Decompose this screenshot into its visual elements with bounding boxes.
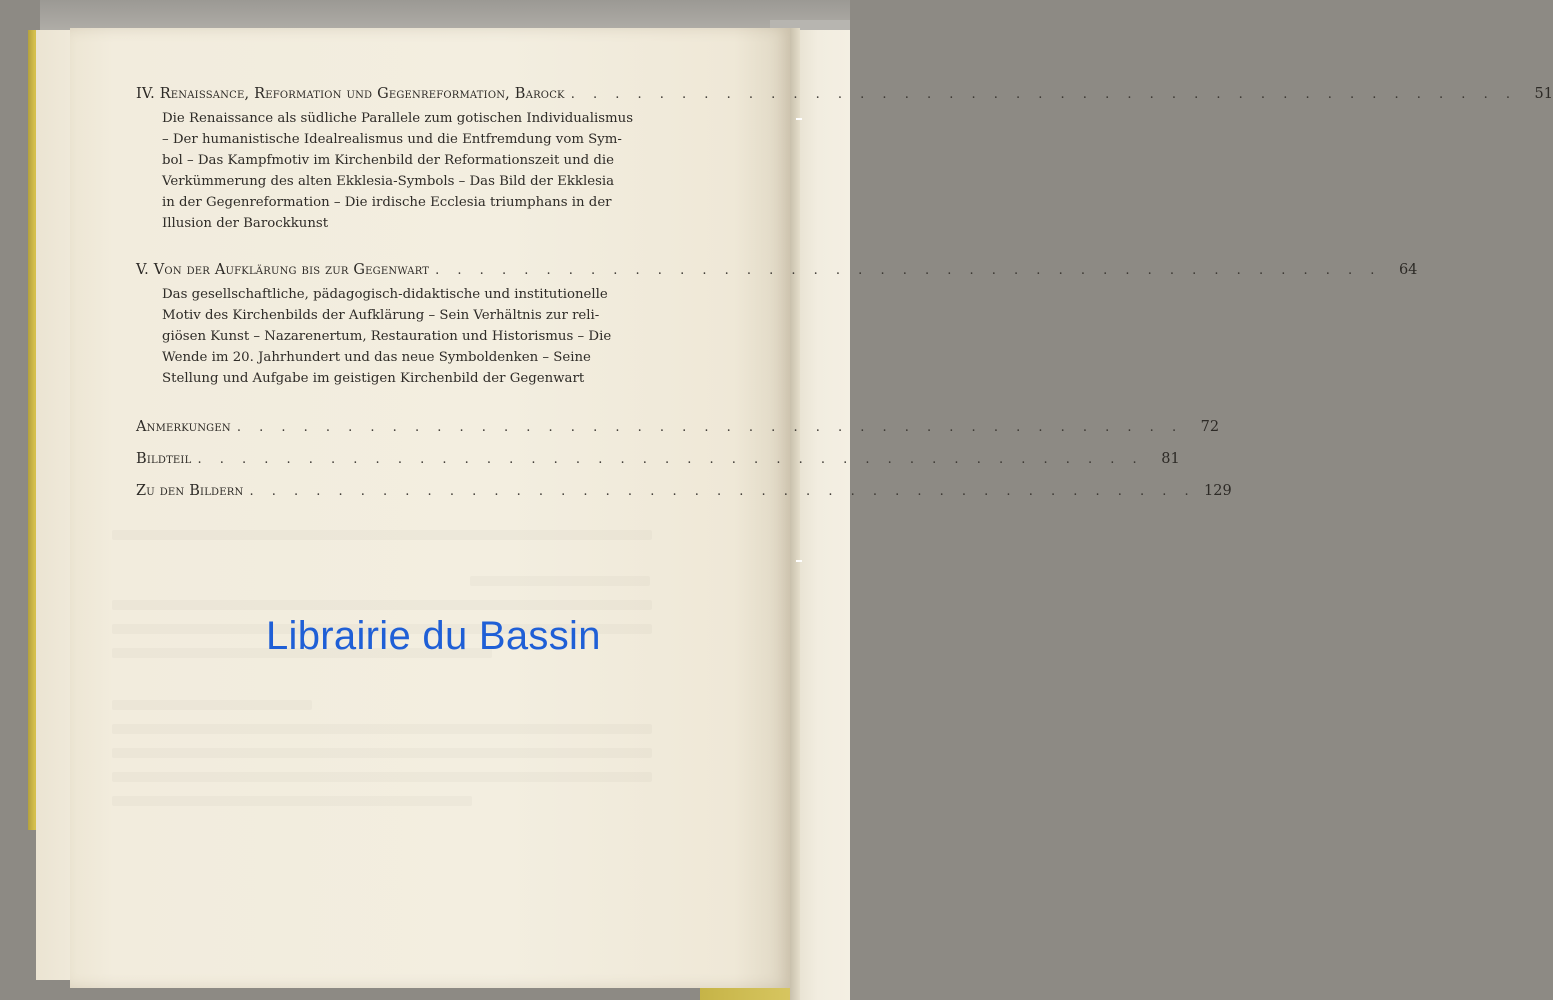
description-line: Stellung und Aufgabe im geistigen Kirchenbild der Gegenwart <box>162 371 585 386</box>
binding-stitch <box>796 560 802 562</box>
toc-entry <box>136 262 1418 278</box>
description-line: in der Gegenreformation – Die irdische Ecclesia triumphans in der <box>162 195 612 210</box>
watermark-text: Librairie du Bassin <box>266 614 601 658</box>
toc-entry-bildteil <box>136 451 1180 467</box>
toc-entry-zu-den-bildern <box>136 483 1232 499</box>
section-number: V. <box>136 262 149 278</box>
toc-section-iv <box>136 86 1553 234</box>
toc-entry <box>136 86 1553 102</box>
section-number: IV. <box>136 86 155 102</box>
description-line: Motiv des Kirchenbilds der Aufklärung – Sein Verhältnis zur reli- <box>162 308 600 323</box>
entry-title: Zu den Bildern <box>136 483 244 499</box>
page-number: 72 <box>1200 419 1220 435</box>
description-line: Das gesellschaftliche, pädagogisch-didaktische und institutionelle <box>162 287 608 302</box>
description-line: bol – Das Kampfmotiv im Kirchenbild der Reformationszeit und die <box>162 153 615 168</box>
table-of-contents <box>136 86 1553 511</box>
page-number: 129 <box>1204 483 1232 499</box>
page-number: 51 <box>1534 86 1553 102</box>
book-gutter <box>790 28 800 1000</box>
section-heading <box>136 262 429 278</box>
description-line: Verkümmerung des alten Ekklesia-Symbols – Das Bild der Ekklesia <box>162 174 615 189</box>
section-heading <box>136 86 565 102</box>
toc-section-v <box>136 262 1418 389</box>
description-line: Die Renaissance als südliche Parallele zum gotischen Individualismus <box>162 111 634 126</box>
description-line: giösen Kunst – Nazarenertum, Restauration und Historismus – Die <box>162 329 612 344</box>
binding-stitch <box>796 118 802 120</box>
section-description <box>162 284 656 389</box>
description-line: Illusion der Barockkunst <box>162 216 329 231</box>
right-page <box>796 30 850 1000</box>
dot-leader: . . . . . . . . . . . . . . . . . . . . . . . . . . . . . . . . . . . . . . . . . . . <box>236 420 1184 435</box>
toc-entry-anmerkungen <box>136 419 1220 435</box>
entry-title: Bildteil <box>136 451 192 467</box>
dot-leader: . . . . . . . . . . . . . . . . . . . . . . . . . . . . . . . . . . . . . . . . . . . <box>197 452 1144 467</box>
entry-title: Anmerkungen <box>136 419 231 435</box>
page-number: 81 <box>1161 451 1180 467</box>
dot-leader: . . . . . . . . . . . . . . . . . . . . . . . . . . . . . . . . . . . . . . . . . . . <box>435 263 1382 278</box>
page-number: 64 <box>1398 262 1418 278</box>
section-title: Renaissance, Reformation und Gegenreformation, Barock <box>159 86 565 102</box>
section-title: Von der Aufklärung bis zur Gegenwart <box>153 262 430 278</box>
dot-leader: . . . . . . . . . . . . . . . . . . . . . . . . . . . . . . . . . . . . . . . . . . . <box>249 484 1196 499</box>
description-line: – Der humanistische Idealrealismus und die Entfremdung vom Sym- <box>162 132 622 147</box>
description-line: Wende im 20. Jahrhundert und das neue Symboldenken – Seine <box>162 350 591 365</box>
dot-leader: . . . . . . . . . . . . . . . . . . . . . . . . . . . . . . . . . . . . . . . . . . . <box>570 87 1517 102</box>
section-description <box>162 108 656 234</box>
